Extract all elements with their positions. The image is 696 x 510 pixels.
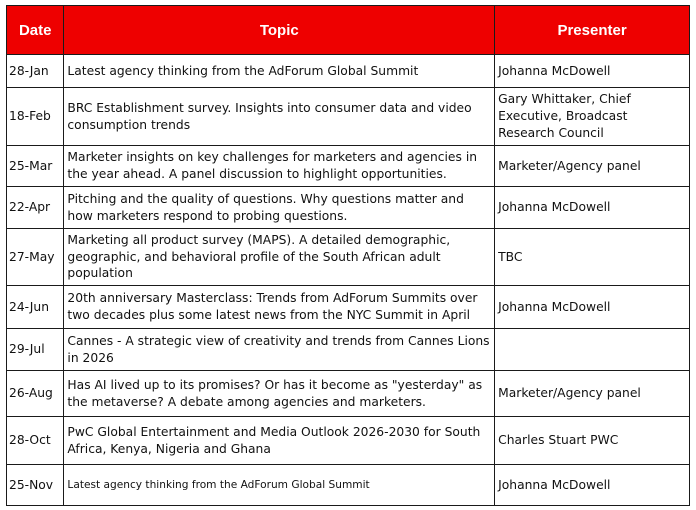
table-row xyxy=(7,187,690,229)
date-cell: 24-Jun xyxy=(7,286,64,329)
table-row xyxy=(7,371,690,417)
topic-cell: PwC Global Entertainment and Media Outlook 2026-2030 for South Africa, Kenya, Nigeria and Ghana xyxy=(64,417,495,465)
presenter-cell: Johanna McDowell xyxy=(495,187,690,229)
table-row xyxy=(7,55,690,88)
date-cell: 28-Jan xyxy=(7,55,64,88)
presenter-cell: Marketer/Agency panel xyxy=(495,371,690,417)
presenter-cell xyxy=(495,329,690,371)
date-cell: 25-Mar xyxy=(7,146,64,187)
header-row xyxy=(7,6,690,55)
presenter-cell: Charles Stuart PWC xyxy=(495,417,690,465)
topic-cell: Pitching and the quality of questions. Why questions matter and how marketers respond to probing questions. xyxy=(64,187,495,229)
table-row xyxy=(7,329,690,371)
topic-cell: 20th anniversary Masterclass: Trends from AdForum Summits over two decades plus some latest news from the NYC Summit in April xyxy=(64,286,495,329)
date-cell: 28-Oct xyxy=(7,417,64,465)
topic-cell: Latest agency thinking from the AdForum Global Summit xyxy=(64,55,495,88)
table-row xyxy=(7,286,690,329)
presenter-header: Presenter xyxy=(495,6,690,55)
table-row xyxy=(7,146,690,187)
date-cell: 26-Aug xyxy=(7,371,64,417)
topic-cell: Cannes - A strategic view of creativity and trends from Cannes Lions in 2026 xyxy=(64,329,495,371)
presenter-cell: Marketer/Agency panel xyxy=(495,146,690,187)
topic-cell: BRC Establishment survey. Insights into consumer data and video consumption trends xyxy=(64,88,495,146)
date-cell: 25-Nov xyxy=(7,465,64,506)
date-cell: 27-May xyxy=(7,229,64,286)
presenter-cell: Johanna McDowell xyxy=(495,286,690,329)
topic-cell: Latest agency thinking from the AdForum Global Summit xyxy=(64,465,495,506)
topic-cell: Has AI lived up to its promises? Or has it become as "yesterday" as the metaverse? A debate among agencies and marketers. xyxy=(64,371,495,417)
topic-cell: Marketing all product survey (MAPS). A detailed demographic, geographic, and behavioral profile of the South African adult population xyxy=(64,229,495,286)
table-row xyxy=(7,88,690,146)
date-cell: 29-Jul xyxy=(7,329,64,371)
presenter-cell: Johanna McDowell xyxy=(495,55,690,88)
topic-cell: Marketer insights on key challenges for marketers and agencies in the year ahead. A panel discussion to highlight opportunities. xyxy=(64,146,495,187)
table-row xyxy=(7,417,690,465)
date-header: Date xyxy=(7,6,64,55)
table-row xyxy=(7,465,690,506)
date-cell: 22-Apr xyxy=(7,187,64,229)
schedule-table xyxy=(6,5,690,506)
presenter-cell: Gary Whittaker, Chief Executive, Broadcast Research Council xyxy=(495,88,690,146)
presenter-cell: Johanna McDowell xyxy=(495,465,690,506)
table-row xyxy=(7,229,690,286)
topic-header: Topic xyxy=(64,6,495,55)
date-cell: 18-Feb xyxy=(7,88,64,146)
presenter-cell: TBC xyxy=(495,229,690,286)
